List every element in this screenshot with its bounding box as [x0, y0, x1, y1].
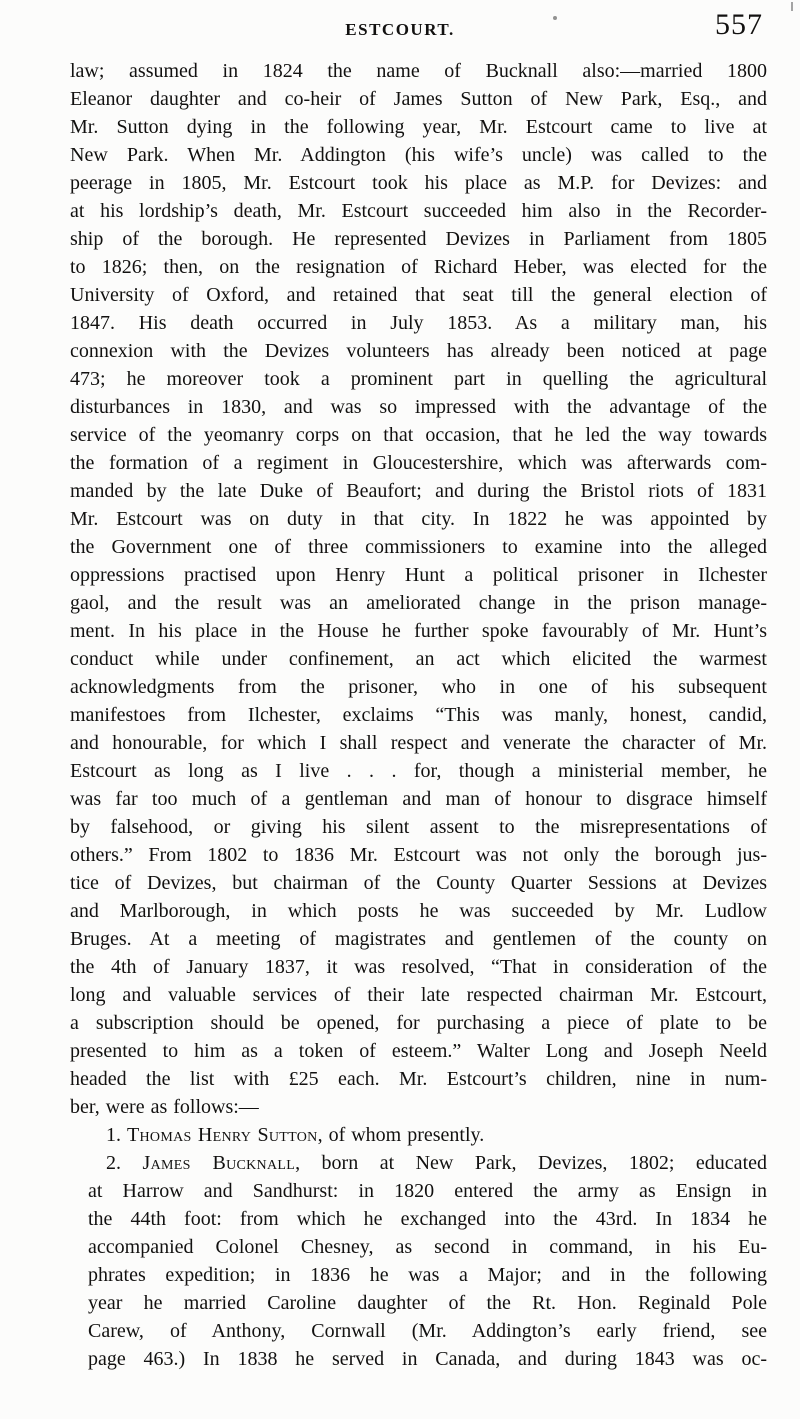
item-text: , born at New Park, Devizes, 1802; educated [295, 1152, 767, 1174]
text-line: conduct while under confinement, an act which elicited the warmest [70, 648, 767, 670]
text-line: service of the yeomanry corps on that occasion, that he led the way towards [70, 424, 767, 446]
person-name: James Bucknall [142, 1152, 296, 1174]
text-line: manded by the late Duke of Beaufort; and during the Bristol riots of 1831 [70, 480, 767, 502]
text-line: was far too much of a gentleman and man of honour to disgrace himself [70, 788, 767, 810]
item-number: 1. [106, 1124, 121, 1146]
item-number: 2. [106, 1152, 121, 1174]
text-line: disturbances in 1830, and was so impressed with the advantage of the [70, 396, 767, 418]
text-line: by falsehood, or giving his silent assent to the misrepresentations of [70, 816, 767, 838]
running-header [0, 8, 800, 52]
item-text: , of whom presently. [317, 1124, 485, 1146]
text-line: and honourable, for which I shall respect and venerate the character of Mr. [70, 732, 767, 754]
text-line: gaol, and the result was an ameliorated change in the prison manage- [70, 592, 767, 614]
text-line [88, 1149, 767, 1177]
text-line: page 463.) In 1838 he served in Canada, and during 1843 was oc- [88, 1348, 767, 1370]
text-line: at his lordship’s death, Mr. Estcourt succeeded him also in the Recorder- [70, 200, 767, 222]
text-line: the 4th of January 1837, it was resolved, “That in consideration of the [70, 956, 767, 978]
text-line: presented to him as a token of esteem.” Walter Long and Joseph Neeld [70, 1040, 767, 1062]
text-line: to 1826; then, on the resignation of Richard Heber, was elected for the [70, 256, 767, 278]
text-line: Eleanor daughter and co-heir of James Sutton of New Park, Esq., and [70, 88, 767, 110]
text-line: and Marlborough, in which posts he was succeeded by Mr. Ludlow [70, 900, 767, 922]
text-line: headed the list with £25 each. Mr. Estcourt’s children, nine in num- [70, 1068, 767, 1090]
list-item [88, 1121, 767, 1149]
text-line [88, 1121, 767, 1149]
text-line: at Harrow and Sandhurst: in 1820 entered the army as Ensign in [88, 1180, 767, 1202]
text-line: University of Oxford, and retained that seat till the general election of [70, 284, 767, 306]
text-line: accompanied Colonel Chesney, as second in command, in his Eu- [88, 1236, 767, 1258]
running-header-title: ESTCOURT. [345, 20, 455, 39]
text-line: the 44th foot: from which he exchanged into the 43rd. In 1834 he [88, 1208, 767, 1230]
text-line: manifestoes from Ilchester, exclaims “This was manly, honest, candid, [70, 704, 767, 726]
text-line: Bruges. At a meeting of magistrates and gentlemen of the county on [70, 928, 767, 950]
text-line: the formation of a regiment in Gloucestershire, which was afterwards com- [70, 452, 767, 474]
text-line: a subscription should be opened, for purchasing a piece of plate to be [70, 1012, 767, 1034]
text-line: acknowledgments from the prisoner, who in one of his subsequent [70, 676, 767, 698]
text-line: the Government one of three commissioners to examine into the alleged [70, 536, 767, 558]
body-text [70, 57, 767, 1373]
scan-speck [791, 2, 793, 11]
text-line: ber, were as follows:— [70, 1096, 259, 1118]
text-line: long and valuable services of their late respected chairman Mr. Estcourt, [70, 984, 767, 1006]
text-line: Mr. Sutton dying in the following year, Mr. Estcourt came to live at [70, 116, 767, 138]
text-line: 473; he moreover took a prominent part in quelling the agricultural [70, 368, 767, 390]
text-line: Mr. Estcourt was on duty in that city. In 1822 he was appointed by [70, 508, 767, 530]
text-line: New Park. When Mr. Addington (his wife’s uncle) was called to the [70, 144, 767, 166]
text-line: ship of the borough. He represented Devizes in Parliament from 1805 [70, 228, 767, 250]
text-line: oppressions practised upon Henry Hunt a political prisoner in Ilchester [70, 564, 767, 586]
text-line: others.” From 1802 to 1836 Mr. Estcourt was not only the borough jus- [70, 844, 767, 866]
text-line: phrates expedition; in 1836 he was a Major; and in the following [88, 1264, 767, 1286]
text-line: Estcourt as long as I live . . . for, though a ministerial member, he [70, 760, 767, 782]
text-line: connexion with the Devizes volunteers has already been noticed at page [70, 340, 767, 362]
person-name: Thomas Henry Sutton [127, 1124, 318, 1146]
list-item [88, 1149, 767, 1373]
text-line: peerage in 1805, Mr. Estcourt took his place as M.P. for Devizes: and [70, 172, 767, 194]
page-number: 557 [715, 8, 763, 41]
text-line: ment. In his place in the House he further spoke favourably of Mr. Hunt’s [70, 620, 767, 642]
text-line: Carew, of Anthony, Cornwall (Mr. Addington’s early friend, see [88, 1320, 767, 1342]
text-line: year he married Caroline daughter of the Rt. Hon. Reginald Pole [88, 1292, 767, 1314]
text-line: law; assumed in 1824 the name of Bucknall also:—married 1800 [70, 60, 767, 82]
text-line: tice of Devizes, but chairman of the County Quarter Sessions at Devizes [70, 872, 767, 894]
text-line: 1847. His death occurred in July 1853. As a military man, his [70, 312, 767, 334]
